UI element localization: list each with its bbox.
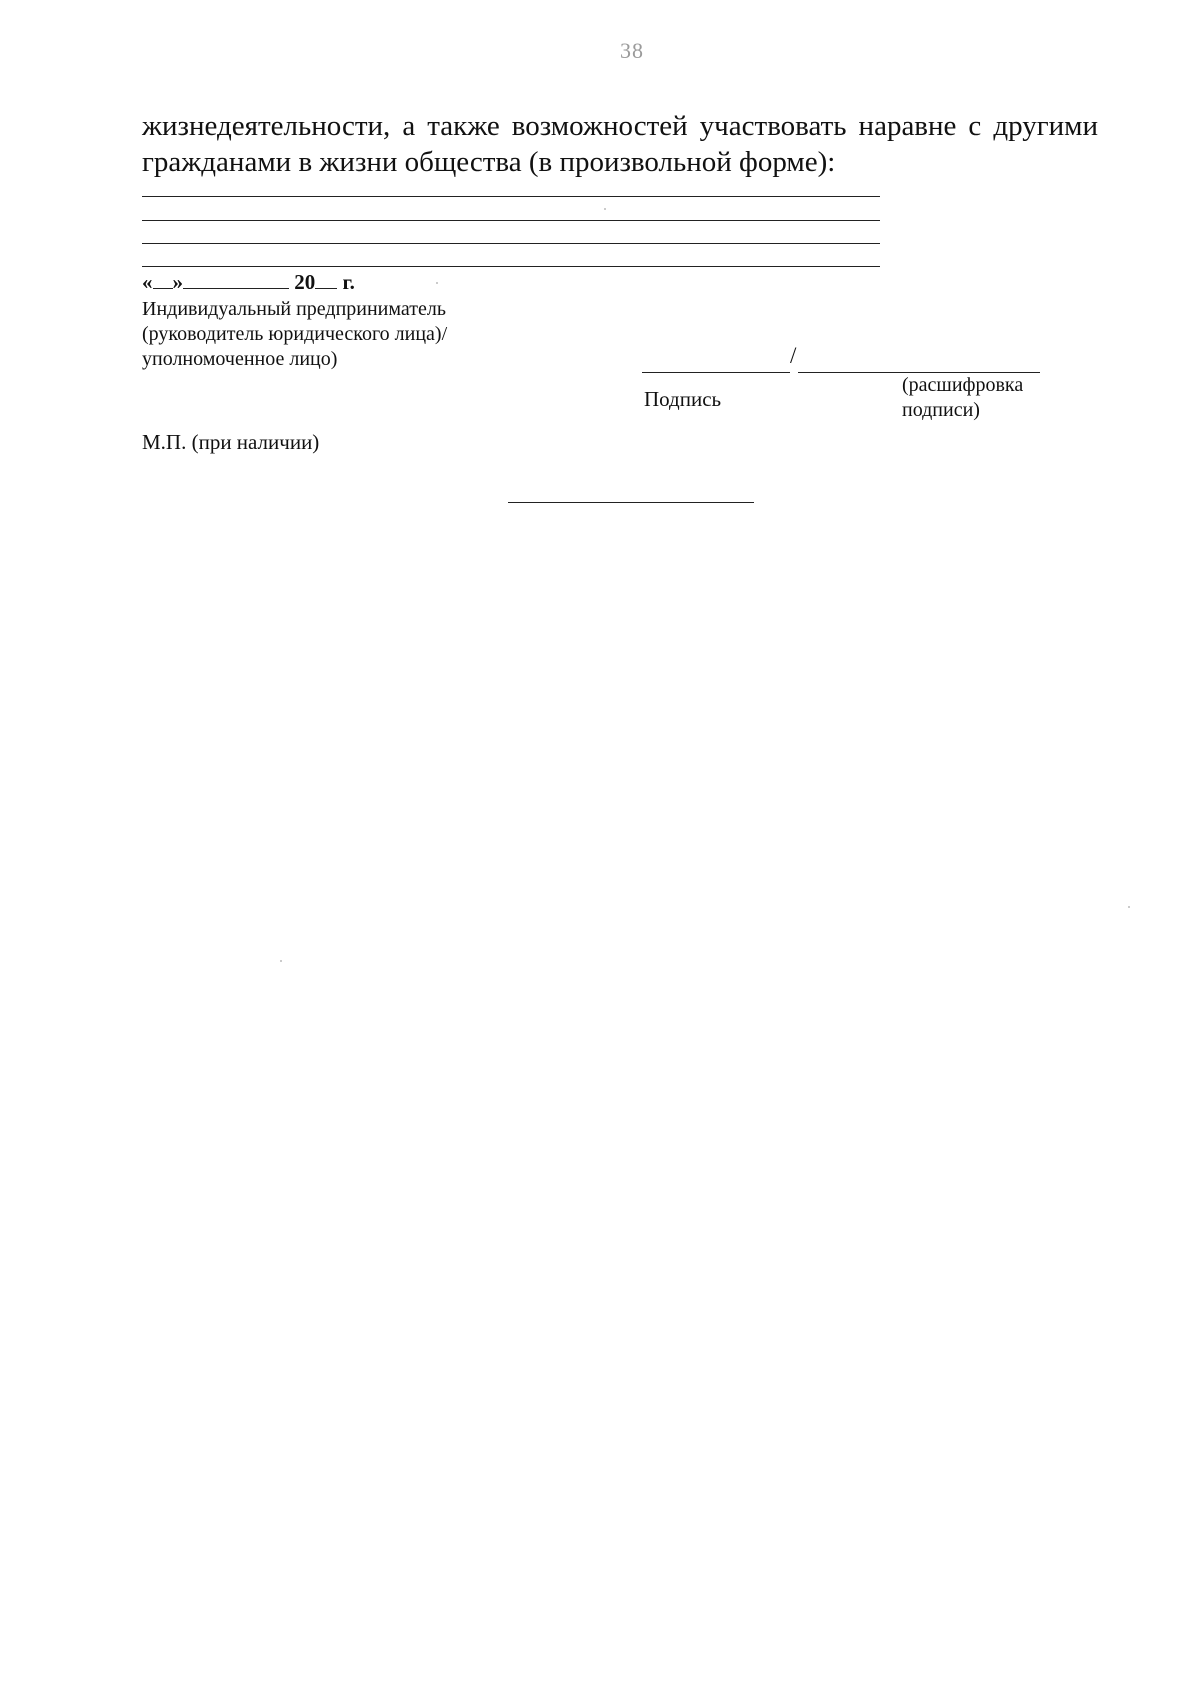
- scan-speck: [436, 282, 438, 284]
- page-number: 38: [620, 38, 644, 63]
- paragraph-line-1: жизнедеятельности, а также возможностей участвовать наравне с другими: [142, 110, 1098, 142]
- answer-line-4[interactable]: [142, 266, 880, 267]
- date-year-prefix: 20: [294, 270, 316, 294]
- signature-decode-label: [902, 373, 1023, 423]
- signer-block: [142, 297, 447, 372]
- scan-speck: [280, 960, 282, 962]
- signer-line-2: (руководитель юридического лица)/: [142, 323, 448, 345]
- scan-speck: [604, 208, 606, 210]
- signature-label: Подпись: [644, 387, 722, 411]
- signature-decode-line-2: подписи): [902, 399, 980, 421]
- date-month-blank[interactable]: [183, 268, 289, 289]
- paragraph-line-2: гражданами в жизни общества (в произвольной форме):: [142, 146, 836, 178]
- signature-slash: /: [790, 343, 797, 368]
- scan-speck: [1128, 906, 1130, 908]
- date-field: [142, 268, 355, 295]
- date-day-blank[interactable]: [153, 268, 173, 289]
- answer-line-3[interactable]: [142, 243, 880, 244]
- date-year-blank[interactable]: [315, 268, 337, 289]
- stamp-label: М.П. (при наличии): [142, 430, 320, 454]
- closing-separator: [508, 502, 754, 503]
- answer-line-1[interactable]: [142, 196, 880, 197]
- date-close-quote: »: [172, 270, 183, 294]
- signature-decode-line-1: (расшифровка: [902, 374, 1024, 396]
- body-paragraph: [142, 108, 1098, 180]
- answer-line-2[interactable]: [142, 220, 880, 221]
- date-open-quote: «: [142, 270, 153, 294]
- signer-line-3: уполномоченное лицо): [142, 348, 338, 370]
- signature-line[interactable]: [642, 372, 790, 373]
- signer-line-1: Индивидуальный предприниматель: [142, 298, 446, 320]
- date-year-suffix: г.: [342, 270, 355, 294]
